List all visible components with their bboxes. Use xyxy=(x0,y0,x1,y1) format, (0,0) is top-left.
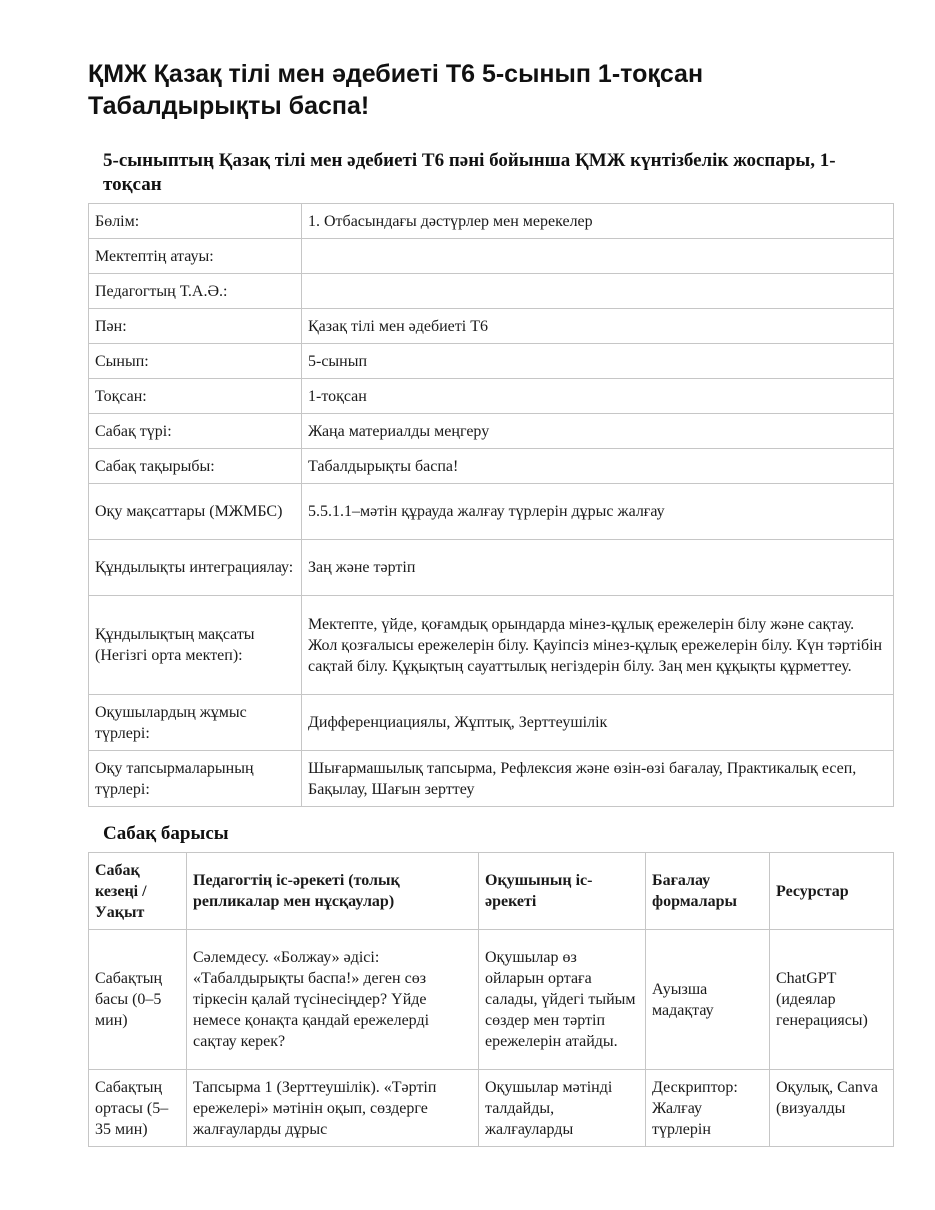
teacher-activity-text: Тапсырма 1 (Зерттеушілік). «Тәртіп ережелері» мәтінін оқып, сөздерге жалғауларды дұрыс xyxy=(193,1079,437,1138)
info-value: Заң және тәртіп xyxy=(302,540,894,596)
assessment-text: Дескриптор: Жалғау түрлерін xyxy=(652,1079,738,1138)
info-value: 5-сынып xyxy=(302,344,894,379)
column-header-resources: Ресурстар xyxy=(770,853,894,930)
student-activity-cell: Оқушылар өз ойларын ортаға салады, үйдегі тыйым сөздер мен тәртіп ережелерін атайды. xyxy=(479,930,646,1070)
info-value: Табалдырықты баспа! xyxy=(302,449,894,484)
student-activity-cell xyxy=(479,1070,646,1147)
column-header-student-activity: Оқушының іс-әрекеті xyxy=(479,853,646,930)
info-label: Оқу тапсырмаларының түрлері: xyxy=(89,751,302,807)
lesson-info-table xyxy=(88,203,894,807)
info-label: Сынып: xyxy=(89,344,302,379)
assessment-cell xyxy=(646,1070,770,1147)
stage-text: Сабақтың ортасы (5–35 мин) xyxy=(95,1079,169,1138)
student-activity-text: Оқушылар мәтінді талдайды, жалғауларды xyxy=(485,1079,613,1138)
info-row-value-goal xyxy=(89,596,894,695)
teacher-activity-cell xyxy=(187,1070,479,1147)
info-value: Қазақ тілі мен әдебиеті Т6 xyxy=(302,309,894,344)
info-label: Сабақ түрі: xyxy=(89,414,302,449)
info-value xyxy=(302,239,894,274)
resources-cell: ChatGPT (идеялар генерациясы) xyxy=(770,930,894,1070)
info-row-subject xyxy=(89,309,894,344)
info-value: 1. Отбасындағы дәстүрлер мен мерекелер xyxy=(302,204,894,239)
info-row-quarter xyxy=(89,379,894,414)
info-row-task-types xyxy=(89,751,894,807)
stage-cell: Сабақтың басы (0–5 мин) xyxy=(89,930,187,1070)
assessment-cell: Ауызша мадақтау xyxy=(646,930,770,1070)
info-row-work-types xyxy=(89,695,894,751)
info-row-section xyxy=(89,204,894,239)
info-label: Мектептің атауы: xyxy=(89,239,302,274)
lesson-flow-table xyxy=(88,852,894,1147)
resources-text: Оқулық, Canva (визуалды xyxy=(776,1079,879,1117)
info-value: Шығармашылық тапсырма, Рефлексия және өзін-өзі бағалау, Практикалық есеп, Бақылау, Шағын зерттеу xyxy=(302,751,894,807)
info-row-school xyxy=(89,239,894,274)
info-row-lesson-topic xyxy=(89,449,894,484)
column-header-stage: Сабақ кезеңі / Уақыт xyxy=(89,853,187,930)
lesson-header-row xyxy=(89,853,894,930)
info-value: 1-тоқсан xyxy=(302,379,894,414)
info-label: Оқу мақсаттары (МЖМБС) xyxy=(89,484,302,540)
info-label: Тоқсан: xyxy=(89,379,302,414)
stage-cell xyxy=(89,1070,187,1147)
resources-cell xyxy=(770,1070,894,1147)
table-row xyxy=(89,930,894,1070)
info-value: Мектепте, үйде, қоғамдық орындарда мінез-құлық ережелерін білу және сақтау. Жол қозғалысы ережелерін білу. Қауіпсіз мінез-құлық ережелерін білу. Күн тәртібін сақтай білу. Құқықтың сауаттылық негіздерін білу. Заң мен құқықты құрметтеу. xyxy=(302,596,894,695)
info-row-learning-objectives xyxy=(89,484,894,540)
info-row-lesson-type xyxy=(89,414,894,449)
info-label: Құндылықты интеграциялау: xyxy=(89,540,302,596)
info-label: Құндылықтың мақсаты (Негізгі орта мектеп): xyxy=(89,596,302,695)
info-value: Жаңа материалды меңгеру xyxy=(302,414,894,449)
info-row-teacher xyxy=(89,274,894,309)
info-value xyxy=(302,274,894,309)
info-label: Пән: xyxy=(89,309,302,344)
info-value: 5.5.1.1–мәтін құрауда жалғау түрлерін дұрыс жалғау xyxy=(302,484,894,540)
info-label: Оқушылардың жұмыс түрлері: xyxy=(89,695,302,751)
document-title: ҚМЖ Қазақ тілі мен әдебиеті Т6 5-сынып 1-тоқсан Табалдырықты баспа! xyxy=(88,60,704,120)
info-row-grade xyxy=(89,344,894,379)
column-header-teacher-activity: Педагогтің іс-әрекеті (толық репликалар мен нұсқаулар) xyxy=(187,853,479,930)
info-label: Бөлім: xyxy=(89,204,302,239)
table-row xyxy=(89,1070,894,1147)
info-value: Дифференциациялы, Жұптық, Зерттеушілік xyxy=(302,695,894,751)
teacher-activity-cell: Сәлемдесу. «Болжау» әдісі: «Табалдырықты баспа!» деген сөз тіркесін қалай түсінесіңдер? Үйде немесе қонақта қандай ережелерді сақтау керек? xyxy=(187,930,479,1070)
plan-heading: 5-сыныптың Қазақ тілі мен әдебиеті Т6 пәні бойынша ҚМЖ күнтізбелік жоспары, 1-тоқсан xyxy=(103,150,836,195)
info-label: Сабақ тақырыбы: xyxy=(89,449,302,484)
column-header-assessment: Бағалау формалары xyxy=(646,853,770,930)
info-label: Педагогтың Т.А.Ә.: xyxy=(89,274,302,309)
info-row-value-integration xyxy=(89,540,894,596)
lesson-flow-heading: Сабақ барысы xyxy=(103,823,229,844)
